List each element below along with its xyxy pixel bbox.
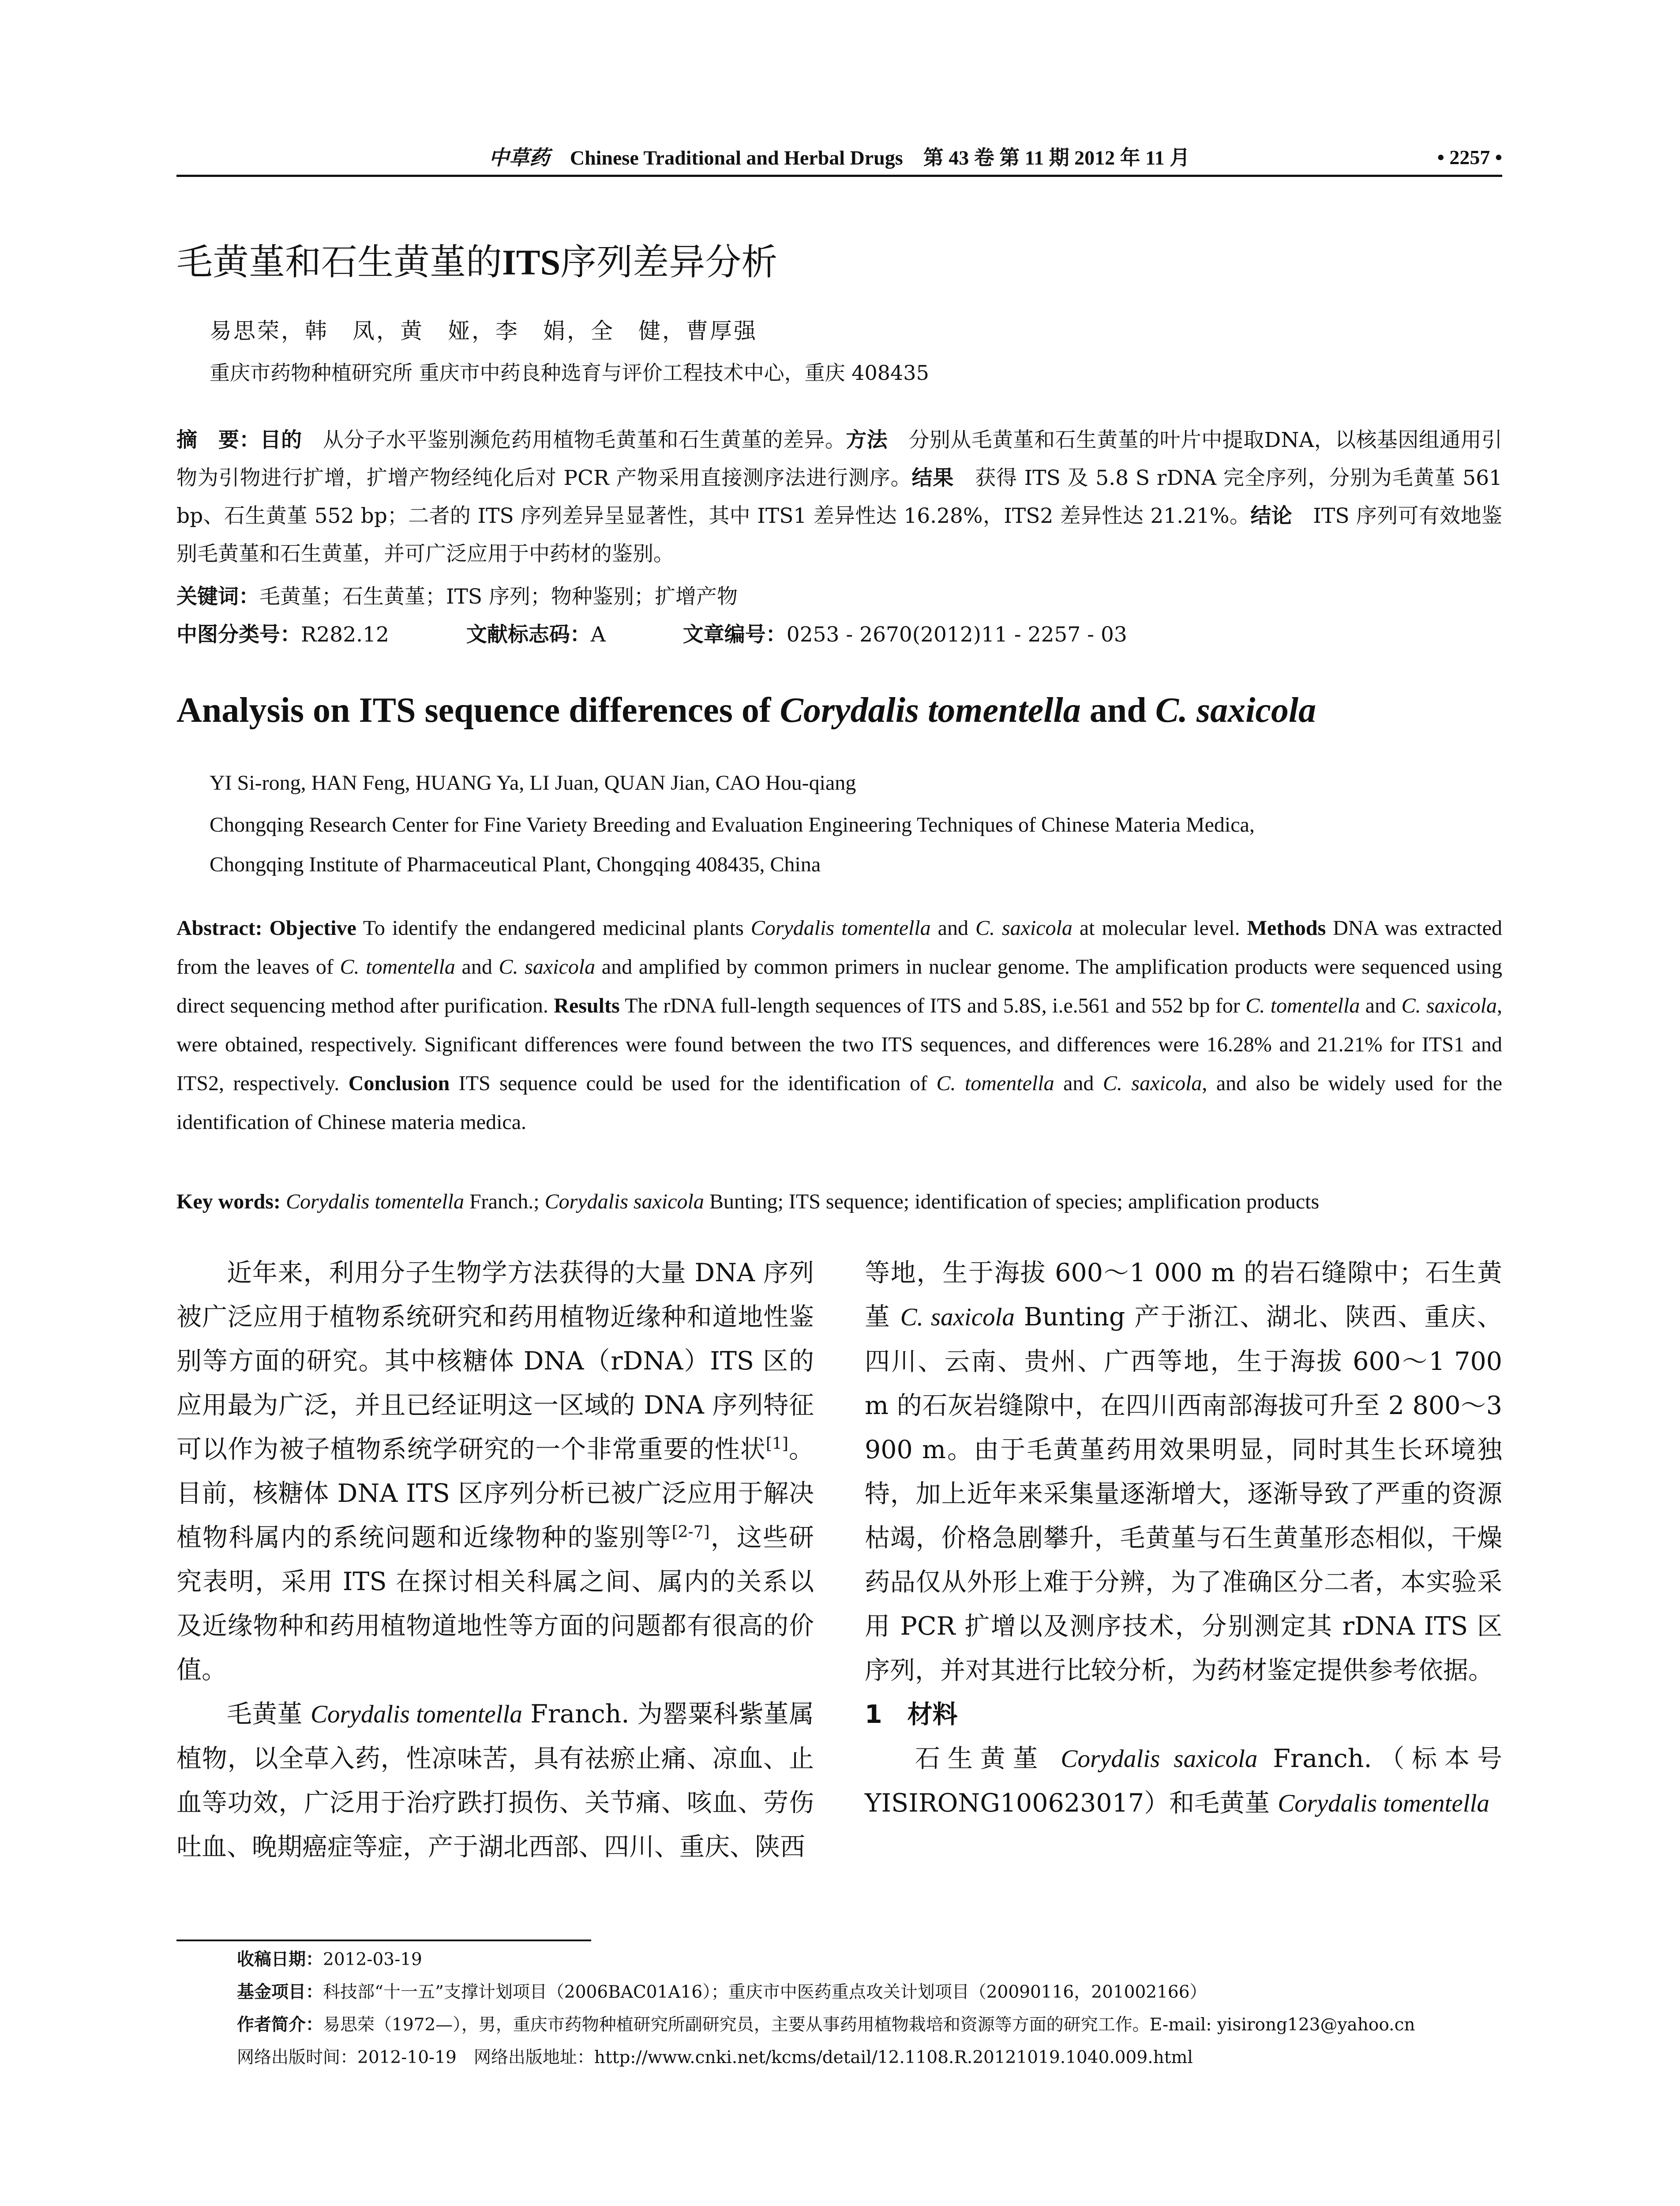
article-number: 0253 - 2670(2012)11 - 2257 - 03 — [786, 623, 1127, 647]
body-column-left — [176, 1251, 814, 1869]
body-column-right — [865, 1251, 1502, 1826]
page-number: • 2257 • — [1437, 146, 1502, 169]
issue-info: 第 43 卷 第 11 期 2012 年 11 月 — [923, 146, 1190, 169]
footnote-rule — [176, 1940, 591, 1941]
document-code: A — [590, 623, 606, 647]
citation-1[interactable]: [1] — [765, 1435, 788, 1453]
title-en: Analysis on ITS sequence differences of Corydalis tomentella and C. saxicola — [176, 691, 1316, 730]
header-rule — [176, 175, 1502, 177]
keywords-cn: 关键词：毛黄堇；石生黄堇；ITS 序列；物种鉴别；扩增产物 — [176, 585, 738, 609]
authors-cn: 易思荣，韩 凤，黄 娅，李 娟，全 健，曹厚强 — [210, 318, 758, 344]
footnote-author: 作者简介：易思荣（1972—），男，重庆市药物种植研究所副研究员，主要从事药用植物栽培和资源等方面的研究工作。E-mail: yisirong123@yahoo.cn — [237, 2015, 1415, 2035]
methods-label: 方法 — [846, 428, 888, 452]
footnote-received: 收稿日期：2012-03-19 — [237, 1950, 422, 1970]
journal-name-cn: 中草药 — [488, 146, 550, 169]
results-label: 结果 — [911, 466, 954, 490]
abstract-cn: 摘 要：目的 从分子水平鉴别濒危药用植物毛黄堇和石生黄堇的差异。方法 分别从毛黄堇和石生黄堇的叶片中提取DNA，以核基因组通用引物为引物进行扩增，扩增产物经纯化后对 PCR 产物采用直接测序法进行测序。结果 获得 ITS 及 5.8 S rDNA 完全序列，分别为毛黄堇 561 bp、石生黄堇 552 bp；二者的 ITS 序列差异呈显著性，其中 ITS1 差异性达 16.28%，ITS2 差异性达 21.21%。结论 ITS 序列可有效地鉴别毛黄堇和石生黄堇，并可广泛应用于中药材的鉴别。 — [176, 428, 1503, 566]
footnote-online: 网络出版时间：2012-10-19 网络出版地址：http://www.cnki.net/kcms/detail/12.1108.R.20121019.1040.009.html — [237, 2048, 1193, 2067]
paragraph-materials: 石生黄堇 Corydalis saxicola Franch.（标本号 YISIRONG100623017）和毛黄堇 Corydalis tomentella — [865, 1744, 1502, 1818]
running-header — [176, 142, 1502, 173]
citation-2-7[interactable]: [2-7] — [671, 1523, 710, 1541]
affiliation-en: Chongqing Research Center for Fine Variety Breeding and Evaluation Engineering Techniques of Chinese Materia Medica, Chongqing Institute of Pharmaceutical Plant, Chongqing 408435, China — [210, 813, 1255, 876]
clc-number: R282.12 — [301, 623, 389, 647]
title-cn: 毛黄堇和石生黄堇的ITS序列差异分析 — [176, 241, 778, 283]
authors-en: YI Si-rong, HAN Feng, HUANG Ya, LI Juan, QUAN Jian, CAO Hou-qiang — [210, 771, 856, 795]
objective-label: 目的 — [260, 428, 302, 452]
classification-line: 中图分类号：R282.12 文献标志码：A 文章编号：0253 - 2670(2012)11 - 2257 - 03 — [176, 623, 1127, 647]
paragraph-intro: 近年来，利用分子生物学方法获得的大量 DNA 序列被广泛应用于植物系统研究和药用植物近缘种和道地性鉴别等方面的研究。其中核糖体 DNA（rDNA）ITS 区的应用最为广泛，并且已经证明这一区域的 DNA 序列特征可以作为被子植物系统学研究的一个非常重要的性状[1]。目前，核糖体 DNA ITS 区序列分析已被广泛应用于解决植物科属内的系统问题和近缘物种的鉴别等[2-7]，这些研究表明，采用 ITS 在探讨相关科属之间、属内的关系以及近缘物种和药用植物道地性等方面的问题都有很高的价值。 — [176, 1258, 814, 1685]
affiliation-cn: 重庆市药物种植研究所 重庆市中药良种选育与评价工程技术中心，重庆 408435 — [210, 361, 929, 385]
footnote-fund: 基金项目：科技部“十一五”支撑计划项目（2006BAC01A16）；重庆市中医药重点攻关计划项目（20090116，201002166） — [237, 1982, 1207, 2002]
paragraph-species-continued: 等地，生于海拔 600～1 000 m 的岩石缝隙中；石生黄堇 C. saxicola Bunting 产于浙江、湖北、陕西、重庆、四川、云南、贵州、广西等地，生于海拔 600～1 700 m 的石灰岩缝隙中，在四川西南部海拔可升至 2 800～3 900 m。由于毛黄堇药用效果明显，同时其生长环境独特，加上近年来采集量逐渐增大，逐渐导致了严重的资源枯竭，价格急剧攀升，毛黄堇与石生黄堇形态相似，干燥药品仅从外形上难于分辨，为了准确区分二者，本实验采用 PCR 扩增以及测序技术，分别测定其 rDNA ITS 区序列，并对其进行比较分析，为药材鉴定提供参考依据。 — [865, 1258, 1502, 1685]
abstract-label: 摘 要： — [176, 428, 260, 452]
keywords-en: Key words: Corydalis tomentella Franch.; Corydalis saxicola Bunting; ITS sequence; identification of species; amplification products — [176, 1190, 1320, 1213]
footnotes — [237, 1943, 1503, 2074]
paragraph-species: 毛黄堇 Corydalis tomentella Franch. 为罂粟科紫堇属植物，以全草入药，性凉味苦，具有祛瘀止痛、凉血、止血等功效，广泛用于治疗跌打损伤、关节痛、咳血、劳伤吐血、晚期癌症等症，产于湖北西部、四川、重庆、陕西 — [176, 1700, 814, 1861]
journal-name-en: Chinese Traditional and Herbal Drugs — [570, 146, 903, 169]
section-heading-materials: 1 材料 — [865, 1700, 958, 1729]
conclusion-label: 结论 — [1250, 504, 1293, 528]
abstract-en: Abstract: Objective To identify the endangered medicinal plants Corydalis tomentella and C. saxicola at molecular level. Methods DNA was extracted from the leaves of C. tomentella and C. saxicola and amplified by common primers in nuclear genome. The amplification products were sequenced using direct sequencing method after purification. Results The rDNA full-length sequences of ITS and 5.8S, i.e.561 and 552 bp for C. tomentella and C. saxicola, were obtained, respectively. Significant differences were found between the two ITS sequences, and differences were 16.28% and 21.21% for ITS1 and ITS2, respectively. Conclusion ITS sequence could be used for the identification of C. tomentella and C. saxicola, and also be widely used for the identification of Chinese materia medica. — [176, 916, 1503, 1134]
